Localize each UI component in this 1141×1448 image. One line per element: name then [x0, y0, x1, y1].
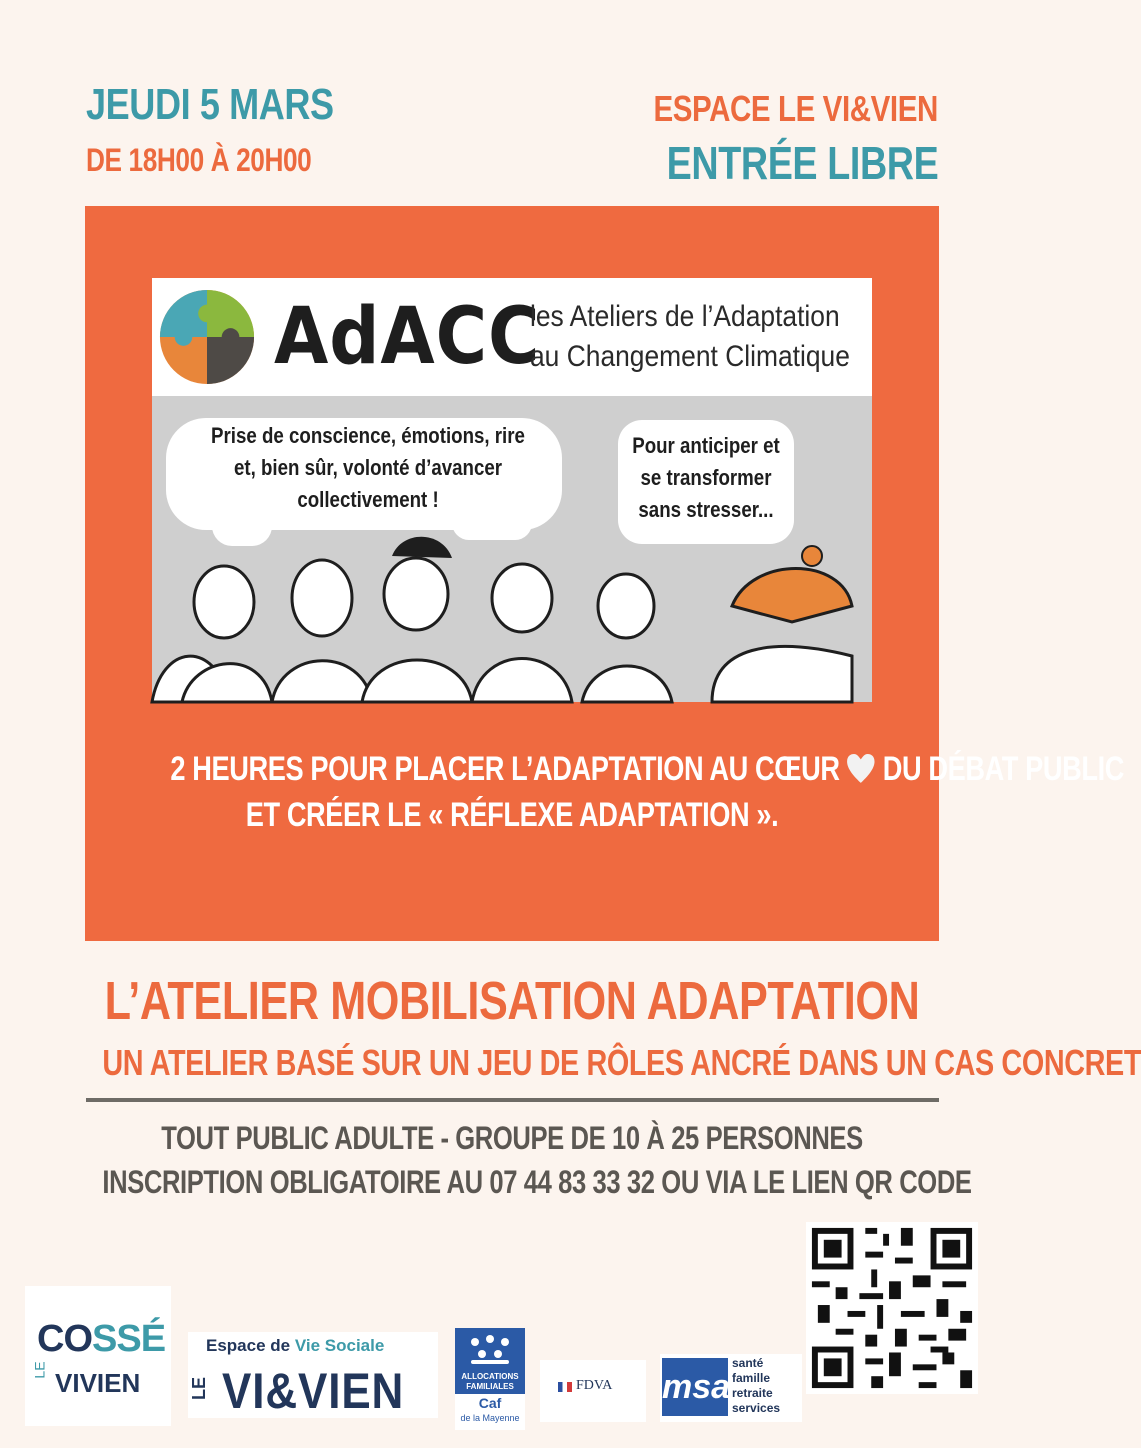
cosse-le-vivien-logo: COSSÉ VIVIEN LE	[25, 1286, 171, 1426]
msa-logo: msa santé famille retraite services	[660, 1354, 802, 1422]
heart-icon	[847, 754, 876, 784]
adacc-subtitle-line2: au Changement Climatique	[530, 340, 850, 373]
entry-free: ENTRÉE LIBRE	[666, 137, 938, 189]
adacc-card	[152, 278, 872, 702]
event-subtitle: UN ATELIER BASÉ SUR UN JEU DE RÔLES ANCRÉ DANS UN CAS CONCRET	[102, 1042, 1141, 1083]
people-illustration	[152, 396, 872, 702]
bubble-right-text: Pour anticiper et se transformer sans stresser...	[632, 433, 780, 522]
marianne-flag-icon	[558, 1382, 572, 1392]
audience-info: TOUT PUBLIC ADULTE - GROUPE DE 10 À 25 PERSONNES	[161, 1120, 863, 1156]
adacc-subtitle-line1: les Ateliers de l’Adaptation	[530, 300, 840, 333]
caf-logo: ALLOCATIONS FAMILIALES Caf de la Mayenne	[455, 1328, 525, 1430]
venue: ESPACE LE VI&VIEN	[653, 88, 938, 129]
tagline-line1-end: DU DÉBAT PUBLIC	[882, 750, 1125, 788]
figures-drawing	[152, 536, 872, 702]
adacc-header	[152, 278, 872, 396]
event-date: JEUDI 5 MARS	[86, 80, 334, 129]
caf-people-icon	[465, 1334, 515, 1368]
event-title: L’ATELIER MOBILISATION ADAPTATION	[104, 971, 920, 1031]
adacc-puzzle-logo	[158, 288, 256, 386]
fdva-logo: FDVA	[540, 1360, 646, 1422]
adacc-brand: AdACC	[274, 292, 541, 382]
espace-vie-sociale-logo: Espace de Vie Sociale VI&VIEN LE	[188, 1332, 438, 1418]
event-hours: DE 18H00 À 20H00	[86, 142, 312, 178]
bubble-left-text: Prise de conscience, émotions, rire et, bien sûr, volonté d’avancer collectivement !	[211, 423, 525, 512]
tagline-line2: ET CRÉER LE « RÉFLEXE ADAPTATION ».	[245, 796, 779, 834]
orange-panel	[85, 206, 1125, 941]
tagline	[85, 746, 1125, 838]
qr-code[interactable]	[806, 1222, 978, 1394]
tagline-line1-start: 2 HEURES POUR PLACER L’ADAPTATION AU CŒUR	[170, 750, 840, 788]
registration-info: INSCRIPTION OBLIGATOIRE AU 07 44 83 33 32 OU VIA LE LIEN QR CODE	[102, 1164, 972, 1200]
divider	[86, 1098, 939, 1102]
